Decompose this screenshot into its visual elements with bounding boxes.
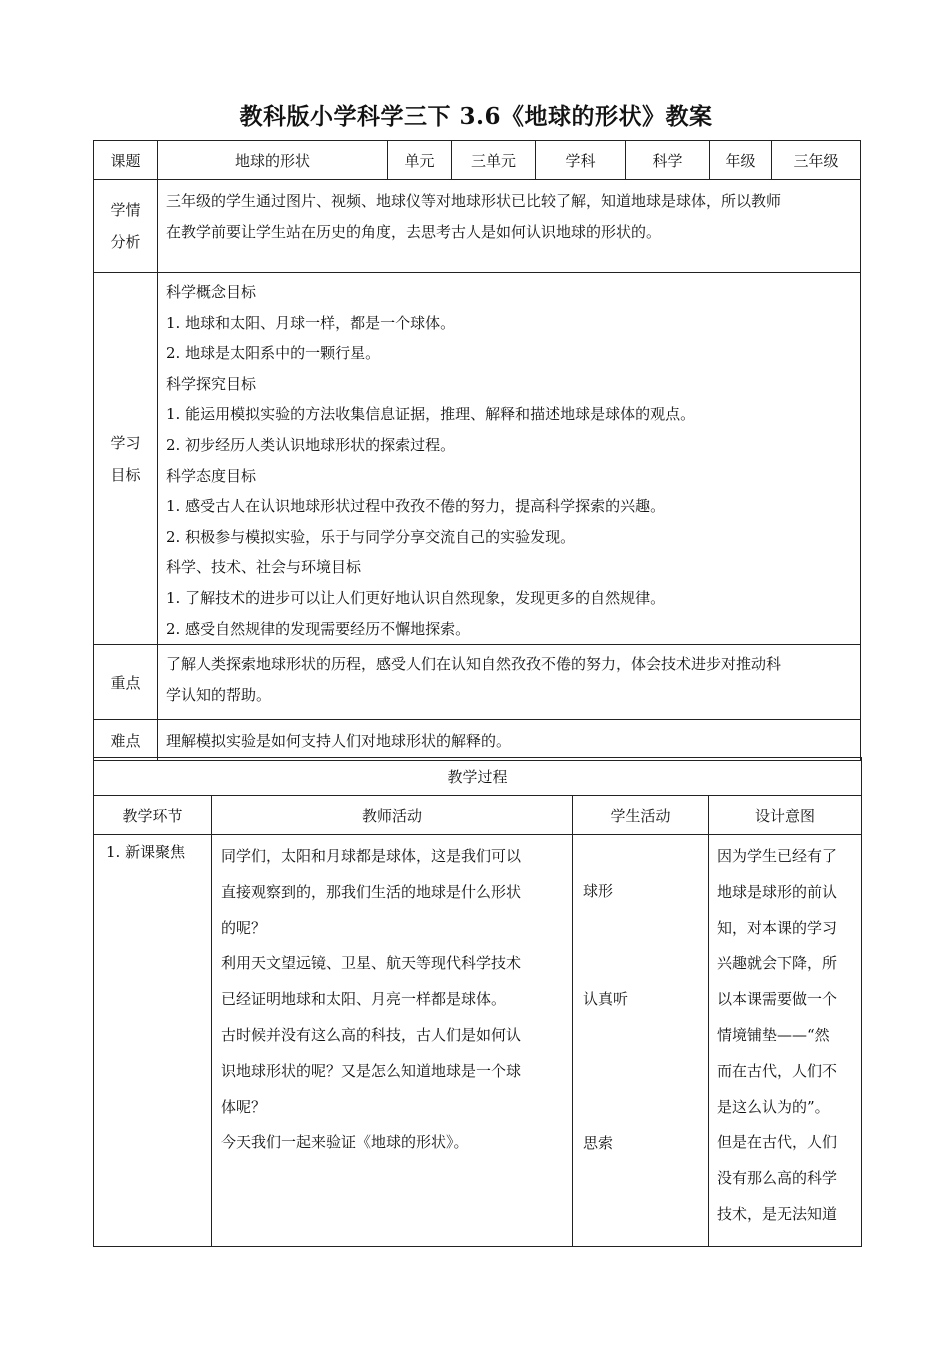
goal-item: 1. 了解技术的进步可以让人们更好地认识自然现象，发现更多的自然规律。 bbox=[166, 588, 666, 607]
design-line: 因为学生已经有了 bbox=[717, 847, 838, 865]
lesson-label: 课题 bbox=[94, 141, 158, 180]
design-line: 而在古代，人们不 bbox=[717, 1061, 838, 1080]
goal-item: 1. 感受古人在认识地球形状过程中孜孜不倦的努力，提高科学探索的兴趣。 bbox=[166, 497, 666, 516]
design-line: 以本课需要做一个 bbox=[717, 990, 838, 1009]
lesson-info-table bbox=[93, 140, 861, 761]
analysis-label-line-1: 学情 bbox=[110, 201, 141, 219]
design-line: 兴趣就会下降，所 bbox=[717, 954, 838, 973]
analysis-content bbox=[158, 180, 861, 273]
analysis-line: 在教学前要让学生站在历史的角度，去思考古人是如何认识地球的形状的。 bbox=[166, 222, 662, 241]
design-line: 没有那么高的科学 bbox=[717, 1169, 838, 1188]
goals-content bbox=[158, 273, 861, 645]
goal-heading: 科学、技术、社会与环境目标 bbox=[166, 558, 362, 577]
header-design: 设计意图 bbox=[709, 796, 862, 835]
goal-item: 1. 地球和太阳、月球一样，都是一个球体。 bbox=[166, 313, 456, 332]
header-teacher: 教师活动 bbox=[212, 796, 573, 835]
key-point-content bbox=[158, 645, 861, 720]
key-point-line: 了解人类探索地球形状的历程，感受人们在认知自然孜孜不倦的努力，体会技术进步对推动科 bbox=[166, 655, 782, 674]
goal-heading: 科学探究目标 bbox=[166, 374, 257, 393]
analysis-label-line-2: 分析 bbox=[110, 233, 141, 251]
goals-label-line-1: 学习 bbox=[110, 433, 141, 452]
grade-value: 三年级 bbox=[772, 141, 861, 180]
header-step: 教学环节 bbox=[94, 796, 212, 835]
student-item: 球形 bbox=[583, 882, 614, 900]
process-title: 教学过程 bbox=[94, 758, 862, 796]
teacher-line: 利用天文望远镜、卫星、航天等现代科学技术 bbox=[221, 954, 522, 973]
lesson-value: 地球的形状 bbox=[158, 141, 388, 180]
goal-item: 1. 能运用模拟实验的方法收集信息证据，推理、解释和描述地球是球体的观点。 bbox=[166, 405, 696, 424]
teacher-line: 古时候并没有这么高的科技，古人们是如何认 bbox=[221, 1025, 522, 1044]
analysis-label bbox=[94, 180, 158, 273]
step-name: 1. 新课聚焦 bbox=[94, 835, 212, 1247]
unit-value: 三单元 bbox=[452, 141, 536, 180]
student-item: 思索 bbox=[583, 1134, 614, 1152]
document-title: 教科版小学科学三下 3.6《地球的形状》教案 bbox=[239, 103, 713, 130]
header-student: 学生活动 bbox=[573, 796, 709, 835]
teacher-line: 体呢？ bbox=[221, 1097, 267, 1116]
grade-label: 年级 bbox=[710, 141, 772, 180]
teacher-line: 今天我们一起来验证《地球的形状》。 bbox=[221, 1133, 469, 1152]
difficulty-content: 理解模拟实验是如何支持人们对地球形状的解释的。 bbox=[158, 720, 861, 761]
teacher-line: 直接观察到的，那我们生活的地球是什么形状 bbox=[221, 882, 522, 901]
subject-label: 学科 bbox=[536, 141, 626, 180]
teacher-line: 识地球形状的呢？又是怎么知道地球是一个球 bbox=[221, 1061, 522, 1080]
goals-label-line-2: 目标 bbox=[110, 465, 141, 484]
teacher-line: 的呢？ bbox=[221, 918, 267, 937]
design-line: 但是在古代，人们 bbox=[717, 1133, 838, 1152]
teacher-line: 已经证明地球和太阳、月亮一样都是球体。 bbox=[221, 990, 507, 1009]
goal-item: 2. 感受自然规律的发现需要经历不懈地探索。 bbox=[166, 619, 471, 638]
goals-label bbox=[94, 273, 158, 645]
goal-heading: 科学概念目标 bbox=[166, 283, 257, 301]
unit-label: 单元 bbox=[388, 141, 452, 180]
goal-item: 2. 积极参与模拟实验，乐于与同学分享交流自己的实验发现。 bbox=[166, 527, 576, 546]
goal-heading: 科学态度目标 bbox=[166, 466, 257, 485]
teacher-line: 同学们，太阳和月球都是球体，这是我们可以 bbox=[221, 847, 522, 865]
design-line: 是这么认为的”。 bbox=[717, 1097, 830, 1116]
subject-value: 科学 bbox=[626, 141, 710, 180]
design-line: 知，对本课的学习 bbox=[717, 918, 838, 937]
goal-item: 2. 地球是太阳系中的一颗行星。 bbox=[166, 344, 381, 363]
design-line: 技术，是无法知道 bbox=[717, 1204, 838, 1223]
student-item: 认真听 bbox=[583, 990, 629, 1008]
design-line: 地球是球形的前认 bbox=[717, 882, 838, 901]
design-intent bbox=[709, 835, 862, 1247]
difficulty-label: 难点 bbox=[94, 720, 158, 761]
goal-item: 2. 初步经历人类认识地球形状的探索过程。 bbox=[166, 435, 456, 454]
teaching-process-table bbox=[93, 757, 862, 1247]
student-activity bbox=[573, 835, 709, 1247]
design-line: 情境铺垫——“然 bbox=[717, 1025, 830, 1044]
key-point-line: 学认知的帮助。 bbox=[166, 685, 272, 704]
key-point-label: 重点 bbox=[94, 645, 158, 720]
teacher-activity bbox=[212, 835, 573, 1247]
analysis-line: 三年级的学生通过图片、视频、地球仪等对地球形状已比较了解，知道地球是球体，所以教师 bbox=[166, 192, 782, 210]
